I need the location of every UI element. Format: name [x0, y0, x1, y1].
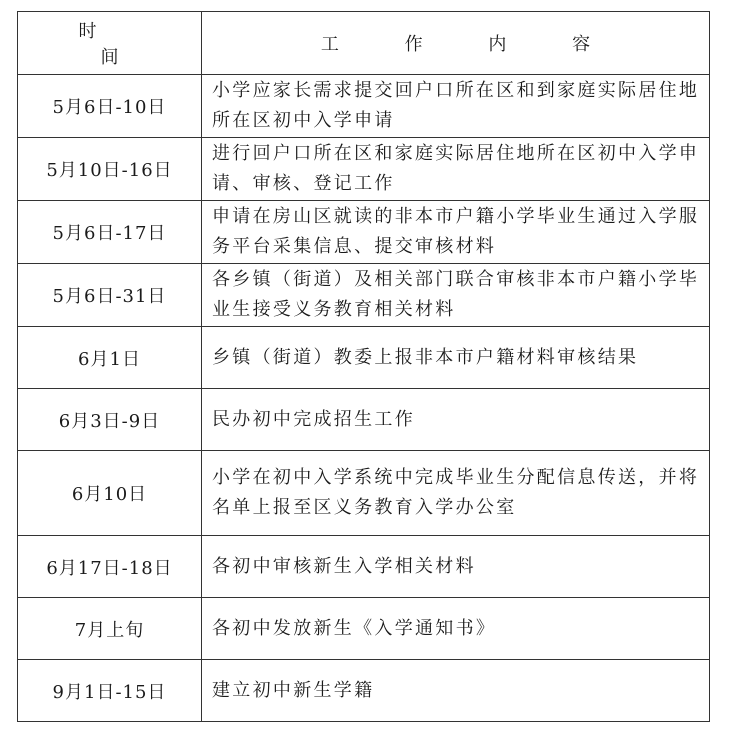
- table-row: [18, 138, 710, 201]
- row-time: 6月17日-18日: [18, 536, 202, 598]
- table-row: [18, 264, 710, 327]
- row-work: 小学在初中入学系统中完成毕业生分配信息传送，并将名单上报至区义务教育入学办公室: [202, 451, 710, 536]
- table-row: [18, 327, 710, 389]
- row-time: 5月6日-10日: [18, 75, 202, 138]
- row-time: 6月10日: [18, 451, 202, 536]
- row-time: 9月1日-15日: [18, 660, 202, 722]
- row-time: 7月上旬: [18, 598, 202, 660]
- row-work: 各初中审核新生入学相关材料: [202, 536, 710, 598]
- table-row: [18, 389, 710, 451]
- row-work: 申请在房山区就读的非本市户籍小学毕业生通过入学服务平台采集信息、提交审核材料: [202, 201, 710, 264]
- table-header-row: [18, 12, 710, 75]
- enrollment-schedule-table: [17, 11, 710, 722]
- row-time: 5月6日-17日: [18, 201, 202, 264]
- row-time: 6月1日: [18, 327, 202, 389]
- header-time: 时 间: [18, 12, 202, 75]
- row-time: 5月6日-31日: [18, 264, 202, 327]
- row-work: 建立初中新生学籍: [202, 660, 710, 722]
- table-row: [18, 660, 710, 722]
- row-work: 小学应家长需求提交回户口所在区和到家庭实际居住地所在区初中入学申请: [202, 75, 710, 138]
- row-time: 6月3日-9日: [18, 389, 202, 451]
- header-work-content: 工 作 内 容: [202, 12, 710, 75]
- row-work: 各乡镇（街道）及相关部门联合审核非本市户籍小学毕业生接受义务教育相关材料: [202, 264, 710, 327]
- row-work: 各初中发放新生《入学通知书》: [202, 598, 710, 660]
- table-row: [18, 598, 710, 660]
- row-work: 乡镇（街道）教委上报非本市户籍材料审核结果: [202, 327, 710, 389]
- table-row: [18, 451, 710, 536]
- row-work: 进行回户口所在区和家庭实际居住地所在区初中入学申请、审核、登记工作: [202, 138, 710, 201]
- row-work: 民办初中完成招生工作: [202, 389, 710, 451]
- row-time: 5月10日-16日: [18, 138, 202, 201]
- table-row: [18, 75, 710, 138]
- table-row: [18, 201, 710, 264]
- table-row: [18, 536, 710, 598]
